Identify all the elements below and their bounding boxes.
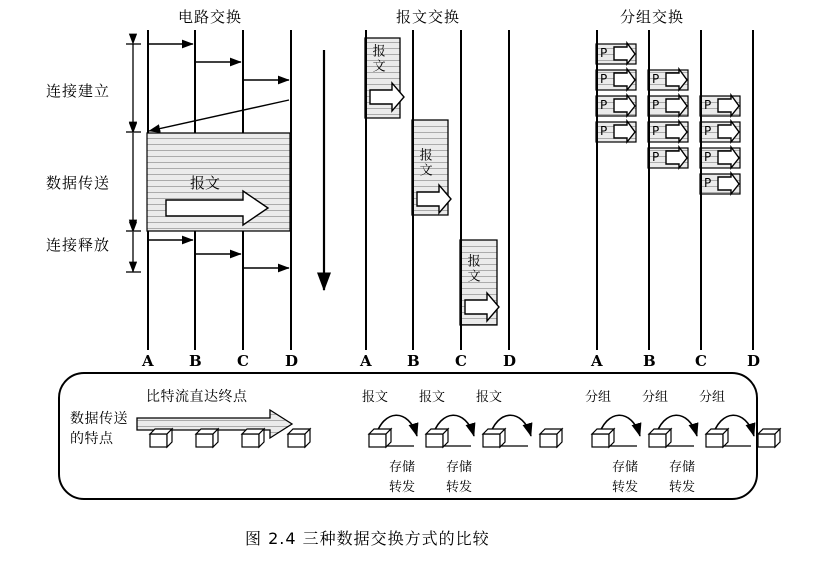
node-label-message-A: A bbox=[360, 352, 372, 370]
panel-title-message: 报文交换 bbox=[396, 8, 461, 26]
figure-caption: 图 2.4 三种数据交换方式的比较 bbox=[245, 529, 490, 548]
timeline-message-C bbox=[460, 30, 462, 350]
message-block-label-2 bbox=[417, 148, 443, 178]
message-block-label-3-char1: 报文 bbox=[464, 254, 480, 284]
summary-packet-sf-1-line2: 转发 bbox=[612, 480, 639, 495]
node-label-packet-A: A bbox=[591, 352, 603, 370]
message-block-label-2-char1: 报文 bbox=[416, 148, 432, 178]
packet-label-2-2: P bbox=[652, 98, 660, 112]
packet-label-2-3: P bbox=[652, 124, 660, 138]
packet-label-1-4: P bbox=[600, 124, 608, 138]
node-label-circuit-D: D bbox=[285, 352, 299, 370]
timeline-message-A bbox=[365, 30, 367, 350]
summary-packet-label-2: 分组 bbox=[642, 390, 669, 405]
node-label-message-C: C bbox=[455, 352, 467, 370]
packet-label-2-1: P bbox=[652, 72, 660, 86]
panel-title-circuit: 电路交换 bbox=[178, 8, 243, 26]
summary-circuit-caption: 比特流直达终点 bbox=[146, 389, 248, 405]
node-label-message-D: D bbox=[503, 352, 517, 370]
timeline-packet-C bbox=[700, 30, 702, 350]
packet-label-3-2: P bbox=[704, 124, 712, 138]
timeline-message-D bbox=[508, 30, 510, 350]
circuit-message-label: 报文 bbox=[190, 174, 221, 192]
summary-message-label-3: 报文 bbox=[476, 390, 503, 405]
message-block-label-1 bbox=[370, 44, 396, 74]
node-label-message-B: B bbox=[407, 352, 420, 370]
packet-label-1-3: P bbox=[600, 98, 608, 112]
summary-message-label-2: 报文 bbox=[419, 390, 446, 405]
timeline-packet-D bbox=[752, 30, 754, 350]
packet-label-3-1: P bbox=[704, 98, 712, 112]
summary-message-sf-1-line1: 存储 bbox=[389, 460, 416, 475]
summary-packet-sf-2-line2: 转发 bbox=[669, 480, 696, 495]
timeline-message-B bbox=[412, 30, 414, 350]
node-label-circuit-A: A bbox=[142, 352, 154, 370]
packet-label-1-2: P bbox=[600, 72, 608, 86]
packet-label-3-4: P bbox=[704, 176, 712, 190]
node-label-circuit-C: C bbox=[237, 352, 249, 370]
panel-title-packet: 分组交换 bbox=[620, 8, 685, 26]
packet-label-2-4: P bbox=[652, 150, 660, 164]
node-label-packet-B: B bbox=[643, 352, 656, 370]
summary-packet-label-3: 分组 bbox=[699, 390, 726, 405]
timeline-packet-A bbox=[596, 30, 598, 350]
packet-label-1-1: P bbox=[600, 46, 608, 60]
summary-packet-sf-2-line1: 存储 bbox=[669, 460, 696, 475]
summary-packet-label-1: 分组 bbox=[585, 390, 612, 405]
timeline-packet-B bbox=[648, 30, 650, 350]
message-block-label-3 bbox=[465, 254, 491, 284]
summary-message-sf-2-line2: 转发 bbox=[446, 480, 473, 495]
message-block-label-1-char1: 报文 bbox=[369, 44, 385, 74]
summary-message-sf-2-line1: 存储 bbox=[446, 460, 473, 475]
node-label-circuit-B: B bbox=[189, 352, 202, 370]
node-label-packet-C: C bbox=[695, 352, 707, 370]
summary-message-label-1: 报文 bbox=[362, 390, 389, 405]
phase-label-data-transfer: 数据传送 bbox=[46, 174, 111, 192]
summary-row-label-line1: 数据传送 bbox=[70, 411, 128, 427]
summary-message-sf-1-line2: 转发 bbox=[389, 480, 416, 495]
phase-label-connection-release: 连接释放 bbox=[46, 236, 111, 254]
summary-packet-sf-1-line1: 存储 bbox=[612, 460, 639, 475]
phase-label-connection-setup: 连接建立 bbox=[46, 82, 111, 100]
packet-label-3-3: P bbox=[704, 150, 712, 164]
summary-row-label-line2: 的特点 bbox=[70, 431, 114, 447]
node-label-packet-D: D bbox=[747, 352, 761, 370]
